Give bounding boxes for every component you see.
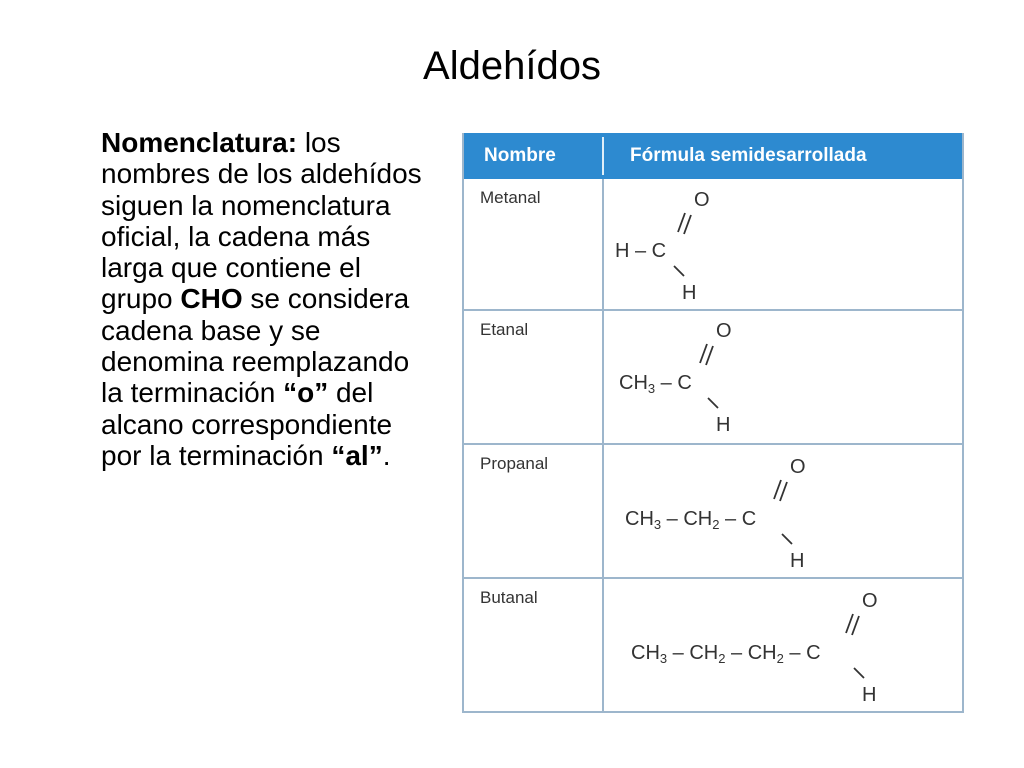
main-chain: H – C (615, 240, 667, 262)
ch2-subscript-1: 2 (718, 651, 726, 666)
double-bond-a (700, 344, 707, 363)
hydrogen-atom: H (862, 684, 877, 706)
ch3-subscript: 3 (653, 517, 662, 532)
table-row-etanal (464, 311, 962, 445)
table-header (464, 133, 962, 179)
single-bond-h (708, 398, 718, 408)
double-bond-b (780, 482, 787, 501)
table-row-propanal (464, 445, 962, 579)
single-bond-h (854, 668, 864, 678)
oxygen-atom: O (790, 456, 806, 478)
propanal-formula (464, 445, 962, 579)
ch2-group-1: – CH (667, 642, 719, 664)
double-bond-b (852, 616, 859, 635)
row-name: Etanal (480, 320, 529, 339)
row-name: Butanal (480, 588, 538, 607)
nomenclature-paragraph (101, 127, 431, 471)
table-row-metanal (464, 179, 962, 311)
oxygen-atom: O (694, 189, 710, 211)
main-chain (631, 642, 821, 666)
ch2-group-2: – CH (725, 642, 777, 664)
ch2-group: – CH (661, 508, 713, 530)
oxygen-atom: O (716, 320, 732, 342)
double-bond-a (774, 480, 781, 499)
ch3-group: CH (619, 372, 648, 394)
etanal-formula (464, 311, 962, 445)
header-name: Nombre (484, 145, 556, 166)
aldehydes-table (462, 133, 964, 713)
paragraph-part-3: del alcano correspondiente por la terminación (101, 377, 393, 471)
main-chain (619, 372, 692, 396)
paragraph-part-2: se considera cadena base y se denomina reemplazando la terminación (101, 283, 410, 409)
hydrogen-atom: H (790, 550, 805, 572)
ch3-group: CH (625, 508, 654, 530)
main-chain (625, 508, 756, 532)
cho-group: CHO (180, 283, 243, 315)
hydrogen-atom: H (716, 414, 731, 436)
ch3-subscript: 3 (659, 651, 668, 666)
suffix-al: “al” (331, 439, 383, 471)
single-bond-h (674, 266, 684, 276)
ch3-subscript: 3 (647, 381, 656, 396)
nomenclature-label: Nomenclatura: (101, 127, 298, 158)
slide-title: Aldehídos (423, 44, 601, 88)
butanal-formula (464, 579, 962, 711)
ch2-subscript: 2 (712, 517, 720, 532)
double-bond-a (846, 614, 853, 633)
row-name: Metanal (480, 188, 541, 207)
carbonyl-carbon: – C (783, 642, 821, 664)
ch3-group: CH (631, 642, 660, 664)
paragraph-part-1: los nombres de los aldehídos siguen la nomenclatura oficial, la cadena más larga que contiene el grupo (101, 127, 422, 315)
double-bond-b (706, 346, 713, 365)
double-bond-a (678, 213, 685, 232)
hydrogen-atom: H (682, 282, 697, 304)
suffix-o: “o” (283, 377, 329, 409)
double-bond-b (684, 215, 691, 234)
oxygen-atom: O (862, 590, 878, 612)
metanal-formula (464, 179, 962, 311)
header-formula: Fórmula semidesarrollada (630, 145, 867, 166)
header-divider (602, 137, 604, 175)
table-row-butanal (464, 579, 962, 711)
ch2-subscript-2: 2 (776, 651, 784, 666)
carbonyl-carbon: – C (655, 372, 692, 394)
row-name: Propanal (480, 454, 549, 473)
single-bond-h (782, 534, 792, 544)
carbonyl-carbon: – C (719, 508, 757, 530)
paragraph-part-4: . (382, 439, 391, 471)
